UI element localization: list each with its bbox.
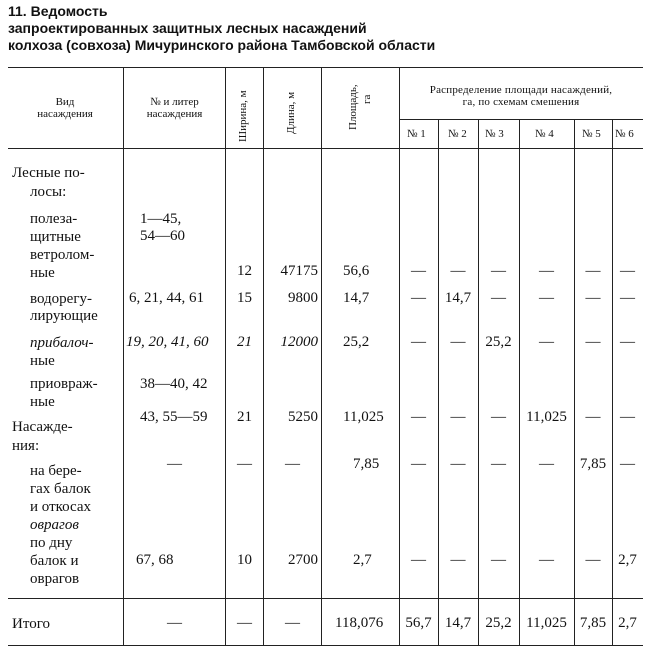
document-title: 11. Ведомость bbox=[8, 3, 108, 19]
header-scheme-1: № 1 bbox=[407, 128, 426, 140]
cell-width: 12 bbox=[237, 263, 252, 279]
cell-scheme-2: — bbox=[450, 334, 466, 350]
cell-length: 12000 bbox=[280, 334, 318, 350]
header-number-line1: № и литер bbox=[150, 96, 199, 108]
cell-scheme-1: — bbox=[411, 334, 426, 350]
col-divider bbox=[123, 67, 124, 645]
label-polez: щитные bbox=[30, 229, 81, 245]
cell-length: 2700 bbox=[288, 552, 318, 568]
cell-scheme-4: — bbox=[539, 334, 554, 350]
cell-scheme-5: — bbox=[585, 334, 601, 350]
label-pribal: прибалоч- bbox=[30, 335, 94, 351]
cell-width: 10 bbox=[237, 552, 252, 568]
cell-scheme-5: — bbox=[585, 263, 601, 279]
cell-scheme-1: — bbox=[411, 290, 426, 306]
dist-header-rule bbox=[399, 119, 643, 120]
cell-scheme-6: 2,7 bbox=[618, 615, 637, 631]
cell-scheme-6: — bbox=[620, 409, 635, 425]
cell-number: 1—45, bbox=[140, 211, 182, 227]
cell-width: — bbox=[237, 615, 252, 631]
cell-area: 11,025 bbox=[343, 409, 384, 425]
header-kind-line2: насаждения bbox=[37, 108, 93, 120]
cell-scheme-3: — bbox=[491, 263, 506, 279]
cell-number: 6, 21, 44, 61 bbox=[129, 290, 204, 306]
cell-number: 19, 20, 41, 60 bbox=[126, 334, 209, 350]
cell-scheme-5: 7,85 bbox=[579, 456, 607, 472]
header-kind bbox=[20, 96, 110, 120]
cell-scheme-5: — bbox=[585, 409, 601, 425]
label-vodor: водорегу- bbox=[30, 291, 92, 307]
cell-width: 15 bbox=[237, 290, 252, 306]
cell-length: 5250 bbox=[288, 409, 318, 425]
cell-area: 14,7 bbox=[343, 290, 370, 306]
cell-scheme-5: — bbox=[585, 552, 601, 568]
label-forest: Лесные по- bbox=[12, 165, 85, 181]
label-polez: полеза- bbox=[30, 211, 78, 227]
label-bereg: и откосах bbox=[30, 499, 92, 515]
label-dno: балок и bbox=[30, 553, 79, 569]
label-nasazh: Насажде- bbox=[12, 419, 73, 435]
label-bereg: на бере- bbox=[30, 463, 82, 479]
cell-scheme-5: 7,85 bbox=[579, 615, 607, 631]
header-distribution-line2: га, по схемам смешения bbox=[462, 96, 580, 108]
cell-number: 67, 68 bbox=[136, 552, 174, 568]
label-privr: приовраж- bbox=[30, 376, 98, 392]
label-polez: ные bbox=[30, 265, 55, 281]
cell-number: — bbox=[167, 615, 182, 631]
cell-area: 7,85 bbox=[353, 456, 380, 472]
document-subtitle-location: колхоза (совхоза) Мичуринского района Тамбовской области bbox=[8, 37, 436, 53]
label-bereg: оврагов bbox=[30, 517, 79, 533]
cell-length: 9800 bbox=[288, 290, 318, 306]
header-scheme-3: № 3 bbox=[485, 128, 504, 140]
cell-scheme-1: 56,7 bbox=[405, 615, 432, 631]
header-number bbox=[124, 96, 225, 120]
cell-number: 43, 55—59 bbox=[140, 409, 208, 425]
document-subtitle: запроектированных защитных лесных насаждений bbox=[8, 20, 367, 36]
label-nasazh: ния: bbox=[12, 438, 40, 454]
cell-scheme-2: — bbox=[450, 263, 466, 279]
cell-scheme-4: — bbox=[539, 456, 554, 472]
cell-scheme-4: — bbox=[539, 290, 554, 306]
header-distribution bbox=[399, 84, 643, 108]
header-scheme-2: № 2 bbox=[448, 128, 467, 140]
cell-scheme-4: 11,025 bbox=[526, 615, 567, 631]
cell-width: 21 bbox=[237, 409, 252, 425]
table-top-rule bbox=[8, 67, 643, 68]
label-dno: по дну bbox=[30, 535, 73, 551]
header-kind-line1: Вид bbox=[55, 96, 75, 108]
header-length: Длина, м bbox=[285, 91, 297, 134]
cell-number: 54—60 bbox=[140, 228, 185, 244]
header-area-line2: га bbox=[361, 94, 373, 104]
cell-scheme-2: 14,7 bbox=[444, 290, 472, 306]
label-dno: оврагов bbox=[30, 571, 80, 587]
cell-area: 2,7 bbox=[353, 552, 372, 568]
cell-scheme-2: 14,7 bbox=[444, 615, 472, 631]
cell-length: — bbox=[285, 615, 300, 631]
cell-scheme-4: — bbox=[539, 552, 554, 568]
cell-scheme-2: — bbox=[450, 552, 466, 568]
cell-scheme-6: — bbox=[620, 334, 635, 350]
cell-scheme-3: — bbox=[491, 409, 506, 425]
cell-number: 38—40, 42 bbox=[140, 376, 208, 392]
cell-length: — bbox=[285, 456, 300, 472]
cell-width: 21 bbox=[237, 334, 252, 350]
cell-length: 47175 bbox=[280, 263, 318, 279]
cell-area: 25,2 bbox=[343, 334, 370, 350]
header-width: Ширина, м bbox=[237, 90, 249, 142]
cell-width: — bbox=[237, 456, 252, 472]
header-distribution-line1: Распределение площади насаждений, bbox=[429, 84, 613, 96]
label-vodor: лирующие bbox=[30, 308, 98, 324]
label-pribal: ные bbox=[30, 353, 55, 369]
cell-scheme-1: — bbox=[411, 409, 426, 425]
cell-scheme-5: — bbox=[585, 290, 601, 306]
header-area-line1: Площадь, bbox=[347, 84, 359, 130]
cell-scheme-1: — bbox=[411, 263, 426, 279]
cell-scheme-6: — bbox=[620, 290, 635, 306]
cell-scheme-1: — bbox=[411, 456, 426, 472]
header-number-line2: насаждения bbox=[146, 108, 203, 120]
cell-scheme-3: 25,2 bbox=[485, 334, 512, 350]
cell-scheme-6: — bbox=[620, 456, 635, 472]
cell-scheme-6: — bbox=[620, 263, 635, 279]
cell-scheme-1: — bbox=[411, 552, 426, 568]
cell-scheme-3: — bbox=[491, 290, 506, 306]
header-scheme-4: № 4 bbox=[535, 128, 554, 140]
cell-scheme-4: — bbox=[539, 263, 554, 279]
cell-area: 56,6 bbox=[343, 263, 370, 279]
cell-scheme-3: — bbox=[491, 456, 506, 472]
cell-number: — bbox=[167, 456, 182, 472]
col-divider bbox=[321, 67, 322, 645]
cell-scheme-4: 11,025 bbox=[526, 409, 567, 425]
cell-scheme-2: — bbox=[450, 409, 466, 425]
label-total: Итого bbox=[12, 616, 50, 632]
label-privr: ные bbox=[30, 394, 55, 410]
total-top-rule bbox=[8, 598, 643, 599]
cell-scheme-6: 2,7 bbox=[618, 552, 637, 568]
cell-scheme-2: — bbox=[450, 456, 466, 472]
label-bereg: гах балок bbox=[30, 481, 91, 497]
label-polez: ветролом- bbox=[30, 247, 95, 263]
header-scheme-6: № 6 bbox=[615, 128, 634, 140]
cell-area: 118,076 bbox=[335, 615, 384, 631]
label-forest: лосы: bbox=[30, 184, 67, 200]
header-bottom-rule bbox=[8, 148, 643, 149]
header-scheme-5: № 5 bbox=[582, 128, 601, 140]
table-bottom-rule bbox=[8, 645, 643, 646]
cell-scheme-3: 25,2 bbox=[485, 615, 512, 631]
cell-scheme-3: — bbox=[491, 552, 506, 568]
